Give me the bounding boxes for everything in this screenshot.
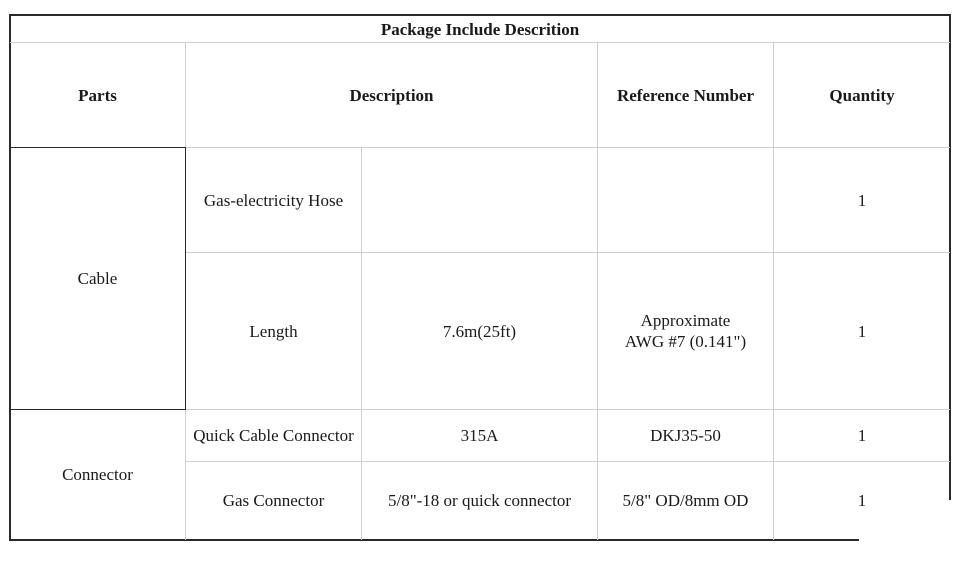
row2-reference <box>598 253 773 409</box>
row4-description: 5/8"-18 or quick connector <box>387 491 572 510</box>
row1-item: Gas-electricity Hose <box>203 190 344 210</box>
group-connector: Connector <box>62 465 133 484</box>
row4-quantity: 1 <box>857 491 867 510</box>
row4-item: Gas Connector <box>222 491 325 510</box>
group-cable: Cable <box>77 269 118 288</box>
row1-reference <box>598 148 773 252</box>
row3-description: 315A <box>460 426 499 445</box>
row2-item: Length <box>249 321 298 341</box>
row2-quantity: 1 <box>857 321 867 341</box>
row3-reference: DKJ35-50 <box>650 426 721 445</box>
row3-item: Quick Cable Connector <box>193 426 354 445</box>
row2-reference-line1: Approximate <box>640 311 731 330</box>
table-border-bottom <box>9 539 859 541</box>
row2-description: 7.6m(25ft) <box>442 321 517 341</box>
header-reference-number: Reference Number <box>616 85 755 105</box>
row3-quantity: 1 <box>857 426 867 445</box>
header-description: Description <box>349 85 434 105</box>
header-parts: Parts <box>78 85 117 105</box>
table-title: Package Include Descrition <box>380 19 580 39</box>
row1-description <box>362 148 597 252</box>
row2-reference-line2: AWG #7 (0.141") <box>624 332 747 351</box>
row4-reference: 5/8" OD/8mm OD <box>622 491 749 510</box>
row1-quantity: 1 <box>857 190 867 210</box>
header-quantity: Quantity <box>829 85 895 105</box>
